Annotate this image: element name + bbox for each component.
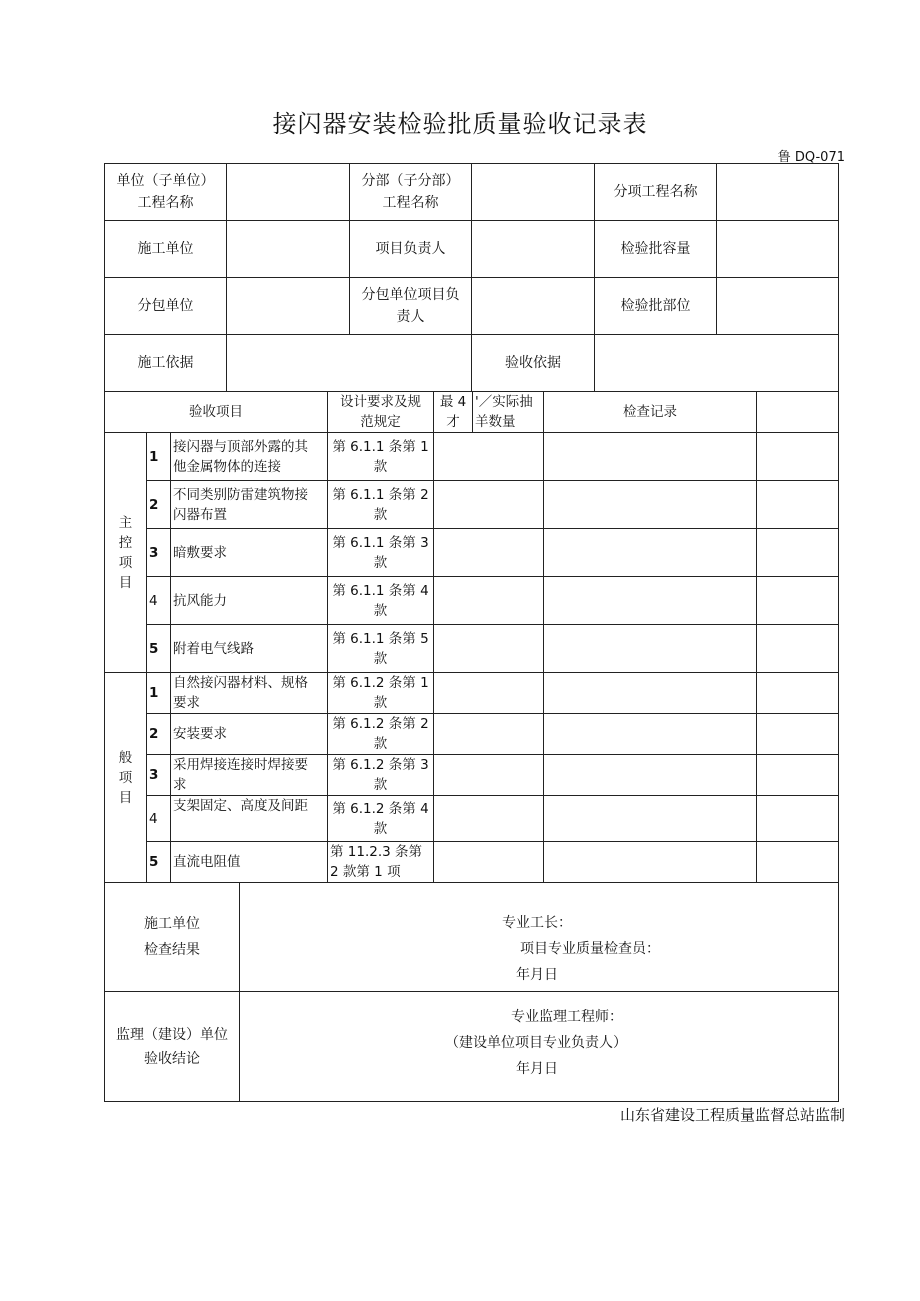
item-spec: 第 6.1.2 条第 1 款 <box>328 673 434 714</box>
subitem-name-field[interactable] <box>717 164 839 221</box>
supervision-label: 监理（建设）单位 验收结论 <box>105 992 240 1102</box>
extra-field[interactable] <box>757 433 839 481</box>
item-name: 直流电阻值 <box>171 842 328 883</box>
sample-count-field[interactable] <box>434 714 544 755</box>
construction-basis-label: 施工依据 <box>105 335 227 392</box>
row-number: 2 <box>147 714 171 755</box>
item-spec: 第 6.1.2 条第 3 款 <box>328 755 434 796</box>
check-record-field[interactable] <box>544 577 757 625</box>
construction-unit-label: 施工单位 <box>105 221 227 278</box>
col-header-item: 验收项目 <box>105 392 328 433</box>
extra-field[interactable] <box>757 529 839 577</box>
item-spec: 第 6.1.2 条第 2 款 <box>328 714 434 755</box>
subitem-name-label: 分项工程名称 <box>595 164 717 221</box>
extra-field[interactable] <box>757 481 839 529</box>
item-spec: 第 6.1.1 条第 2 款 <box>328 481 434 529</box>
extra-field[interactable] <box>757 714 839 755</box>
item-name: 附着电气线路 <box>171 625 328 673</box>
batch-capacity-label: 检验批容量 <box>595 221 717 278</box>
col-header-record: 检查记录 <box>544 392 757 433</box>
extra-field[interactable] <box>757 842 839 883</box>
subdivision-name-label: 分部（子分部） 工程名称 <box>350 164 472 221</box>
item-name: 接闪器与顶部外露的其 他金属物体的连接 <box>171 433 328 481</box>
item-name: 暗敷要求 <box>171 529 328 577</box>
main-control-label: 主 控 项 目 <box>105 433 147 673</box>
row-number: 4 <box>147 796 171 842</box>
row-number: 1 <box>147 673 171 714</box>
sample-count-field[interactable] <box>434 842 544 883</box>
item-spec: 第 6.1.1 条第 1 款 <box>328 433 434 481</box>
extra-field[interactable] <box>757 577 839 625</box>
batch-capacity-field[interactable] <box>717 221 839 278</box>
construction-basis-field[interactable] <box>227 335 472 392</box>
acceptance-basis-label: 验收依据 <box>472 335 595 392</box>
form-code: 鲁 DQ-071 <box>777 150 845 165</box>
construction-check-label: 施工单位 检查结果 <box>105 883 240 992</box>
subcontract-leader-label: 分包单位项目负 责人 <box>350 278 472 335</box>
item-name: 支架固定、高度及间距 <box>171 796 328 842</box>
check-record-field[interactable] <box>544 433 757 481</box>
sample-count-field[interactable] <box>434 625 544 673</box>
general-items-label: 般 项 目 <box>105 673 147 883</box>
check-record-field[interactable] <box>544 529 757 577</box>
item-spec: 第 6.1.2 条第 4 款 <box>328 796 434 842</box>
construction-unit-field[interactable] <box>227 221 350 278</box>
project-leader-label: 项目负责人 <box>350 221 472 278</box>
items-table <box>104 391 839 883</box>
item-spec: 第 11.2.3 条第 2 款第 1 项 <box>328 842 434 883</box>
unit-name-field[interactable] <box>227 164 350 221</box>
col-header-extra <box>757 392 839 433</box>
extra-field[interactable] <box>757 755 839 796</box>
item-name: 抗风能力 <box>171 577 328 625</box>
row-number: 5 <box>147 842 171 883</box>
extra-field[interactable] <box>757 796 839 842</box>
supervision-signature-area[interactable] <box>240 992 839 1102</box>
row-number: 1 <box>147 433 171 481</box>
col-header-actual: '／实际抽 羊数量 <box>473 392 544 433</box>
check-record-field[interactable] <box>544 755 757 796</box>
quality-inspector-label: 项目专业质量检查员： <box>520 941 660 957</box>
document-title: 接闪器安装检验批质量验收记录表 <box>272 110 648 138</box>
row-number: 4 <box>147 577 171 625</box>
check-record-field[interactable] <box>544 714 757 755</box>
subdivision-name-field[interactable] <box>472 164 595 221</box>
header-table <box>104 163 839 392</box>
acceptance-basis-field[interactable] <box>595 335 839 392</box>
item-name: 采用焊接连接时焊接要 求 <box>171 755 328 796</box>
signature-table <box>104 882 839 1102</box>
row-number: 2 <box>147 481 171 529</box>
construction-date-label: 年月日 <box>516 967 558 983</box>
item-name: 自然接闪器材料、规格 要求 <box>171 673 328 714</box>
row-number: 5 <box>147 625 171 673</box>
check-record-field[interactable] <box>544 625 757 673</box>
unit-name-label: 单位（子单位） 工程名称 <box>105 164 227 221</box>
item-name: 安装要求 <box>171 714 328 755</box>
extra-field[interactable] <box>757 625 839 673</box>
sample-count-field[interactable] <box>434 796 544 842</box>
subcontract-unit-label: 分包单位 <box>105 278 227 335</box>
item-spec: 第 6.1.1 条第 3 款 <box>328 529 434 577</box>
item-spec: 第 6.1.1 条第 4 款 <box>328 577 434 625</box>
sample-count-field[interactable] <box>434 673 544 714</box>
check-record-field[interactable] <box>544 481 757 529</box>
issuer-footer: 山东省建设工程质量监督总站监制 <box>619 1106 845 1124</box>
col-header-min: 最 4 才 <box>434 392 473 433</box>
col-header-design: 设计要求及规 范规定 <box>328 392 434 433</box>
owner-leader-label: （建设单位项目专业负责人） <box>445 1035 627 1051</box>
sample-count-field[interactable] <box>434 481 544 529</box>
subcontract-unit-field[interactable] <box>227 278 350 335</box>
sample-count-field[interactable] <box>434 755 544 796</box>
project-leader-field[interactable] <box>472 221 595 278</box>
row-number: 3 <box>147 529 171 577</box>
item-spec: 第 6.1.1 条第 5 款 <box>328 625 434 673</box>
check-record-field[interactable] <box>544 673 757 714</box>
row-number: 3 <box>147 755 171 796</box>
supervision-engineer-label: 专业监理工程师： <box>511 1009 623 1025</box>
subcontract-leader-field[interactable] <box>472 278 595 335</box>
check-record-field[interactable] <box>544 842 757 883</box>
item-name: 不同类别防雷建筑物接 闪器布置 <box>171 481 328 529</box>
construction-check-signature-area[interactable] <box>240 883 839 992</box>
sample-count-field[interactable] <box>434 577 544 625</box>
batch-location-field[interactable] <box>717 278 839 335</box>
batch-location-label: 检验批部位 <box>595 278 717 335</box>
foreman-label: 专业工长： <box>502 915 572 931</box>
sample-count-field[interactable] <box>434 433 544 481</box>
sample-count-field[interactable] <box>434 529 544 577</box>
supervision-date-label: 年月日 <box>516 1061 558 1077</box>
check-record-field[interactable] <box>544 796 757 842</box>
extra-field[interactable] <box>757 673 839 714</box>
